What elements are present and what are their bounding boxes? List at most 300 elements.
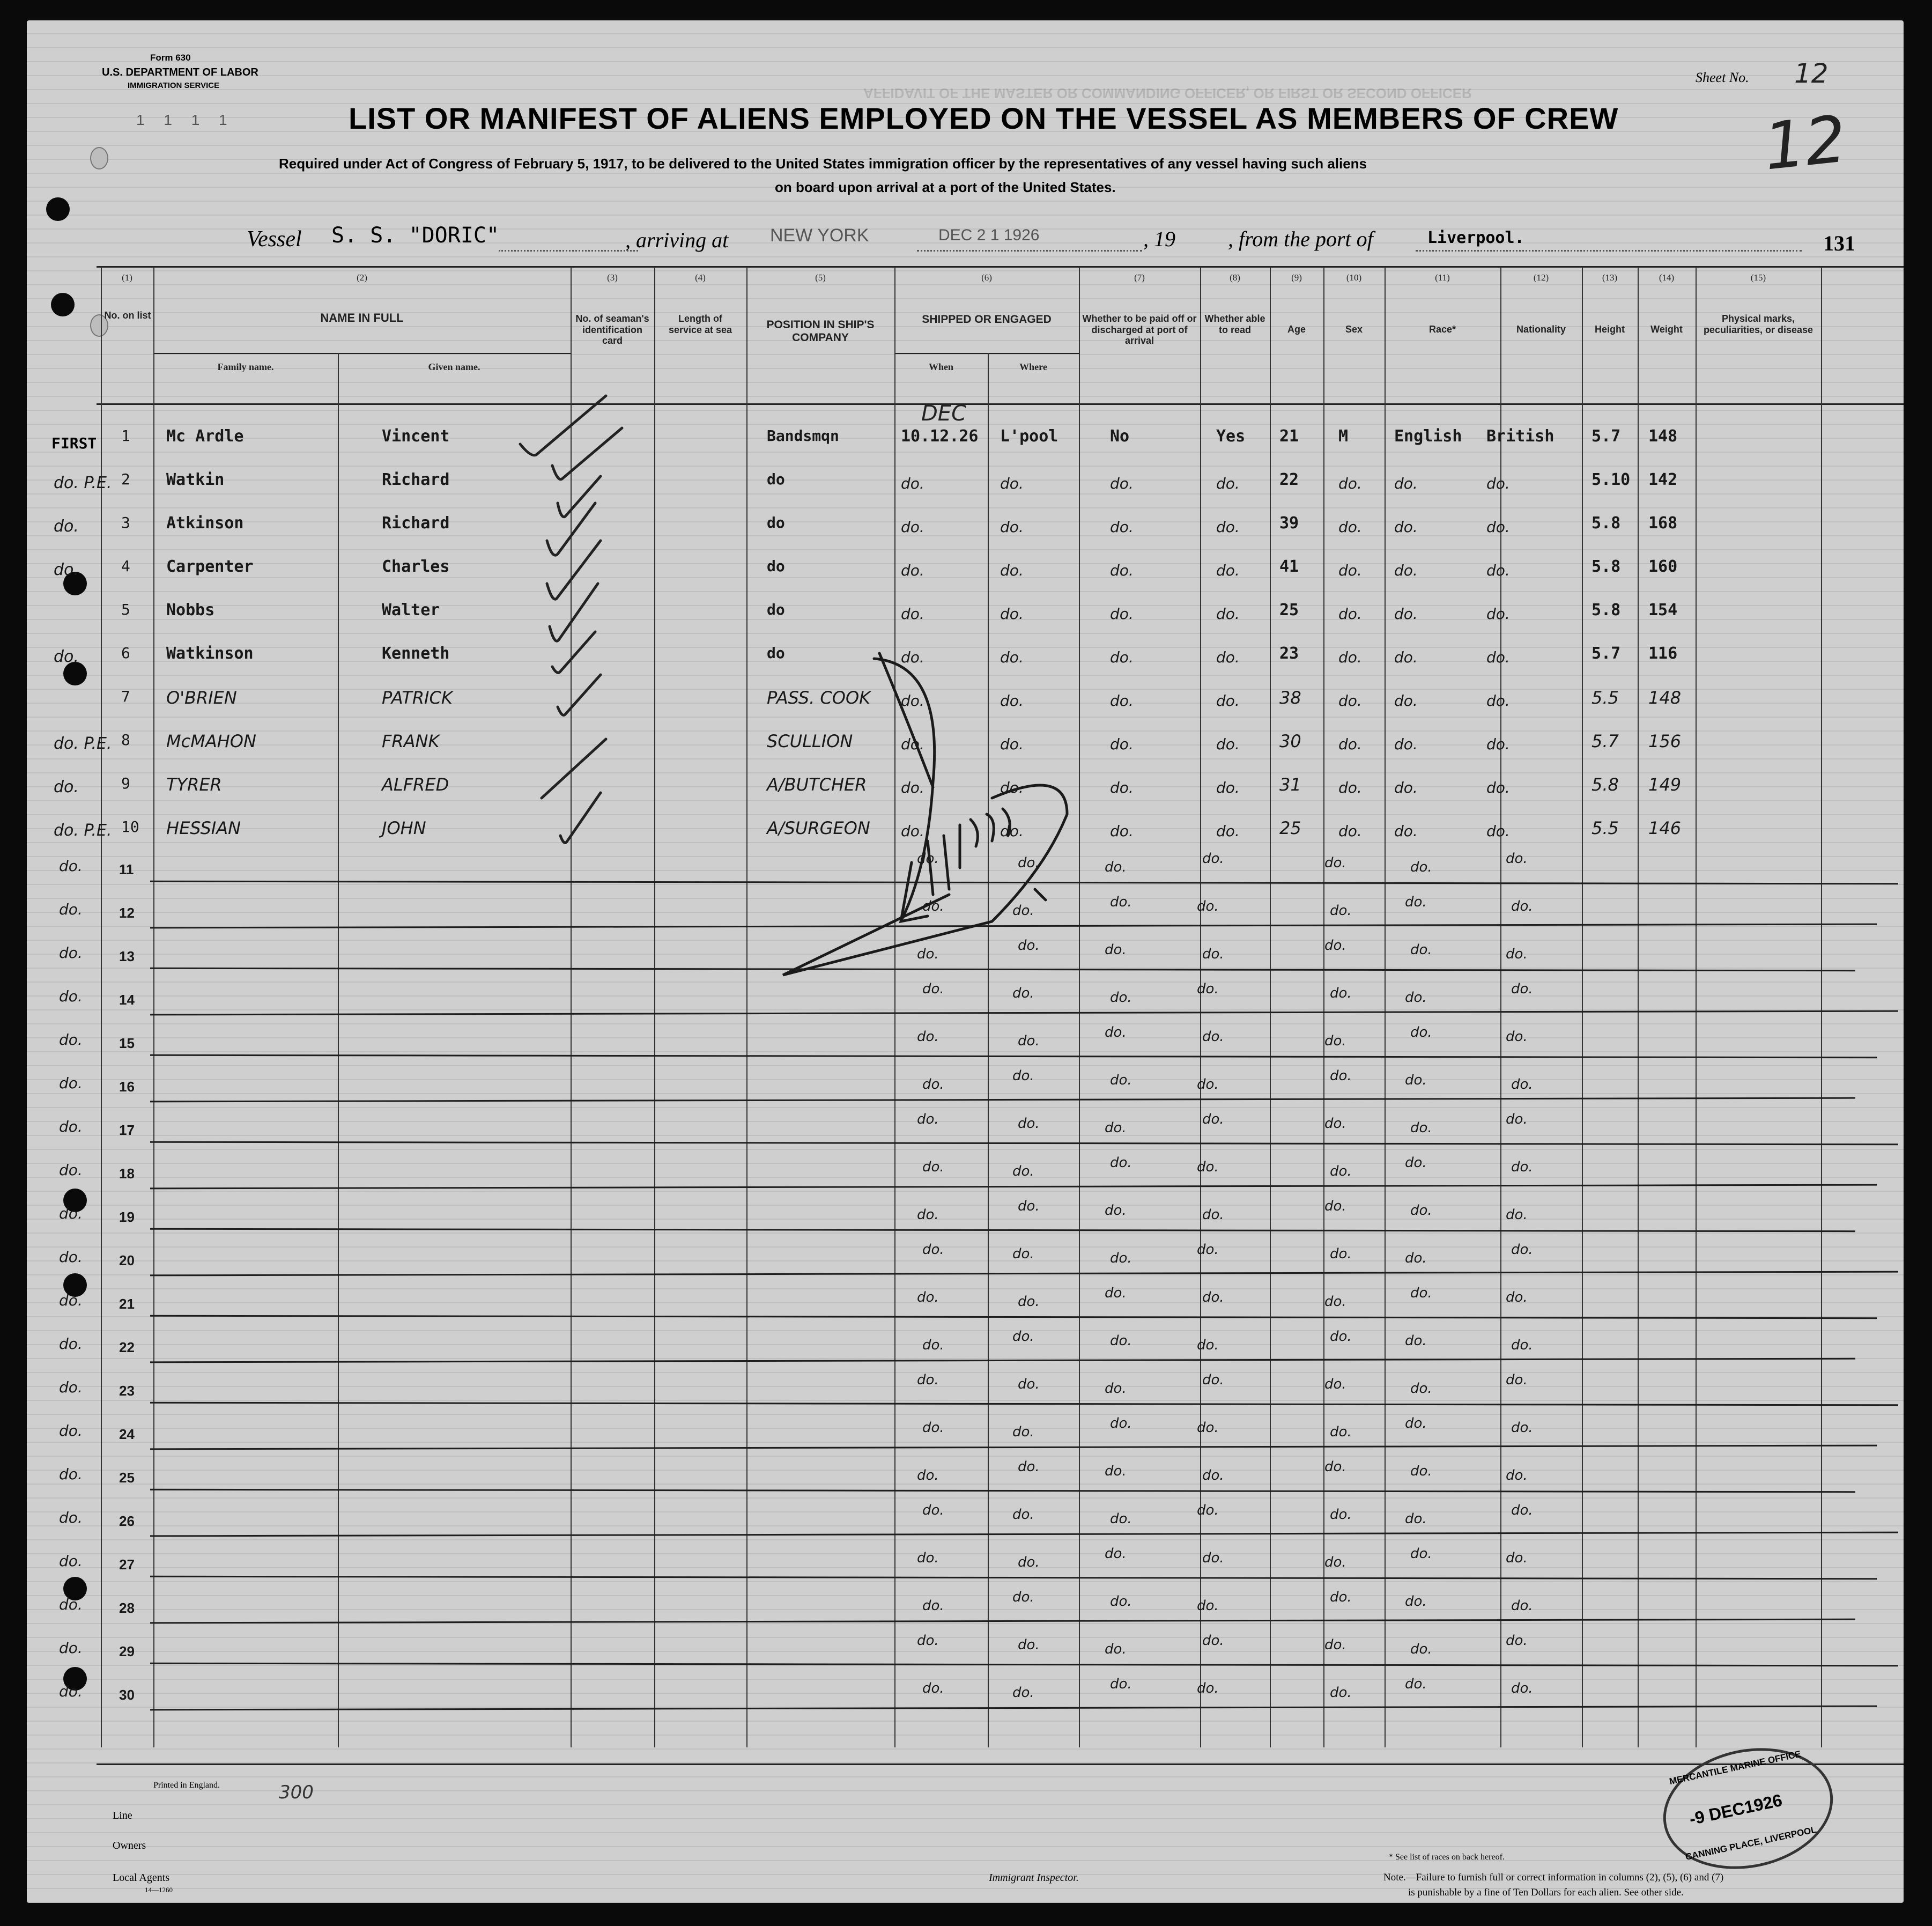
ditto-mark: do. xyxy=(922,981,944,997)
inspector-label: Immigrant Inspector. xyxy=(989,1872,1079,1884)
row-rule xyxy=(150,1358,1855,1363)
crew-paid: do. xyxy=(1110,518,1134,536)
row-rule xyxy=(150,1663,1898,1667)
crew-when: do. xyxy=(901,475,924,492)
ditto-mark: do. xyxy=(1410,1202,1432,1219)
ditto-mark: do. xyxy=(1012,1246,1034,1262)
crew-when: do. xyxy=(901,735,924,753)
crew-read: do. xyxy=(1216,692,1240,710)
row-mark: do. xyxy=(54,647,79,666)
crew-weight: 168 xyxy=(1648,514,1678,533)
row-rule xyxy=(150,1315,1877,1319)
subtitle-line-1: Required under Act of Congress of February 5, 1917, to be delivered to the United States immigration officer by the representatives of any vessel having such aliens xyxy=(279,156,1367,172)
shipped-subheader-rule xyxy=(894,353,1079,354)
ditto-mark: do. xyxy=(1405,1155,1427,1171)
header-able-read: Whether able to read xyxy=(1204,313,1265,335)
ditto-mark: do. xyxy=(1110,990,1132,1006)
ditto-mark: do. xyxy=(1330,1246,1352,1262)
crew-weight: 146 xyxy=(1648,818,1682,838)
ditto-mark: do. xyxy=(1330,903,1352,919)
row-ditto: do. xyxy=(59,1683,83,1700)
crew-race: English xyxy=(1394,427,1462,446)
crew-sex: do. xyxy=(1338,648,1362,666)
row-ditto: do. xyxy=(59,1639,83,1657)
column-number: (4) xyxy=(695,272,706,283)
column-divider xyxy=(338,353,339,1747)
row-rule xyxy=(150,1097,1855,1103)
row-number: 10 xyxy=(121,818,139,836)
ditto-mark: do. xyxy=(1405,894,1427,910)
ditto-mark: do. xyxy=(1410,1120,1432,1136)
ditto-mark: do. xyxy=(922,1242,944,1258)
ditto-mark: do. xyxy=(1018,938,1040,954)
owners-label: Owners xyxy=(113,1840,146,1851)
dotted-line xyxy=(1416,250,1802,252)
header-shipped: SHIPPED OR ENGAGED xyxy=(922,313,1052,326)
row-ditto: do. xyxy=(59,944,83,962)
crew-given: Charles xyxy=(382,557,450,576)
crew-read: do. xyxy=(1216,475,1240,492)
column-number: (5) xyxy=(815,272,826,283)
row-number: 29 xyxy=(119,1643,135,1659)
punch-hole xyxy=(46,197,70,221)
from-port: Liverpool. xyxy=(1427,228,1524,247)
header-position: POSITION IN SHIP'S COMPANY xyxy=(766,319,875,344)
ditto-mark: do. xyxy=(1197,981,1219,997)
crew-age: 39 xyxy=(1279,514,1299,533)
row-ditto: do. xyxy=(59,1074,83,1092)
crew-age: 38 xyxy=(1279,688,1301,708)
row-mark: do. P.E. xyxy=(54,821,112,840)
ditto-mark: do. xyxy=(1202,1289,1224,1305)
column-number: (13) xyxy=(1602,272,1618,283)
crew-when: 10.12.26 xyxy=(901,427,979,446)
crew-paid: do. xyxy=(1110,475,1134,492)
ditto-mark: do. xyxy=(1405,990,1427,1006)
ditto-mark: do. xyxy=(917,1633,939,1649)
header-id-card: No. of seaman's identification card xyxy=(575,313,649,346)
row-number: 20 xyxy=(119,1252,135,1268)
ditto-mark: do. xyxy=(922,898,944,914)
ditto-mark: do. xyxy=(1405,1593,1427,1610)
row-ditto: do. xyxy=(59,1161,83,1179)
ditto-mark: do. xyxy=(1410,1641,1432,1657)
ditto-mark: do. xyxy=(922,1502,944,1518)
crew-given: Vincent xyxy=(382,427,450,446)
ditto-mark: do. xyxy=(1202,1467,1224,1484)
row-number: 30 xyxy=(119,1687,135,1703)
crew-nat: do. xyxy=(1486,518,1510,536)
ditto-mark: do. xyxy=(1506,851,1528,867)
note-line-1: Note.—Failure to furnish full or correct information in columns (2), (5), (6) and (7) xyxy=(1383,1872,1724,1883)
ditto-mark: do. xyxy=(922,1159,944,1175)
ditto-mark: do. xyxy=(1511,1502,1533,1518)
column-divider xyxy=(1821,267,1822,1747)
column-divider xyxy=(1638,267,1639,1747)
ditto-mark: do. xyxy=(1018,1116,1040,1132)
stamp-top-text: MERCANTILE MARINE OFFICE xyxy=(1668,1748,1802,1787)
ditto-mark: do. xyxy=(917,946,939,962)
ditto-mark: do. xyxy=(1511,981,1533,997)
crew-height: 5.8 xyxy=(1592,601,1621,619)
ditto-mark: do. xyxy=(1330,1685,1352,1701)
column-divider xyxy=(654,267,655,1747)
ditto-mark: do. xyxy=(1506,946,1528,962)
ditto-mark: do. xyxy=(1410,1285,1432,1301)
row-number: 28 xyxy=(119,1600,135,1616)
crew-when: do. xyxy=(901,822,924,840)
ditto-mark: do. xyxy=(1330,1589,1352,1605)
row-ditto: do. xyxy=(59,857,83,875)
crew-weight: 148 xyxy=(1648,688,1682,708)
ditto-mark: do. xyxy=(1410,1381,1432,1397)
form-marks: 1 1 1 1 xyxy=(136,112,235,128)
ditto-mark: do. xyxy=(922,1420,944,1436)
ditto-mark: do. xyxy=(1324,938,1346,954)
ditto-mark: do. xyxy=(1018,1198,1040,1214)
crew-height: 5.8 xyxy=(1592,774,1619,795)
ditto-mark: do. xyxy=(1012,1589,1034,1605)
ditto-mark: do. xyxy=(922,1680,944,1696)
crew-paid: No xyxy=(1110,427,1130,446)
crew-when: do. xyxy=(901,648,924,666)
row-ditto: do. xyxy=(59,1335,83,1353)
column-number: (1) xyxy=(122,272,132,283)
ditto-mark: do. xyxy=(917,1372,939,1388)
ditto-mark: do. xyxy=(1105,1463,1127,1479)
row-rule xyxy=(150,1619,1855,1624)
ditto-mark: do. xyxy=(1012,1068,1034,1084)
printed-in: Printed in England. xyxy=(153,1781,220,1790)
crew-race: do. xyxy=(1394,692,1418,710)
row-number: 5 xyxy=(121,601,130,618)
crew-where: do. xyxy=(1000,822,1024,840)
row-mark: do. xyxy=(54,560,79,579)
ditto-mark: do. xyxy=(1105,1024,1127,1041)
crew-family: Watkin xyxy=(166,470,225,489)
ditto-mark: do. xyxy=(1110,1593,1132,1610)
column-number: (11) xyxy=(1435,272,1450,283)
ditto-mark: do. xyxy=(1410,859,1432,875)
dotted-line xyxy=(917,250,1142,252)
crew-position: A/SURGEON xyxy=(767,818,870,838)
column-divider xyxy=(746,267,747,1747)
office-stamp xyxy=(1652,1733,1845,1884)
crew-race: do. xyxy=(1394,605,1418,623)
crew-family: Mc Ardle xyxy=(166,427,244,446)
header-paid-off: Whether to be paid off or discharged at port of arrival xyxy=(1082,313,1197,346)
ditto-mark: do. xyxy=(1202,1550,1224,1566)
ditto-mark: do. xyxy=(1012,1329,1034,1345)
vessel-name: S. S. "DORIC" xyxy=(331,223,500,248)
ditto-mark: do. xyxy=(1197,898,1219,914)
crew-family: McMAHON xyxy=(166,731,256,751)
crew-sex: M xyxy=(1338,427,1349,446)
row-number: 3 xyxy=(121,514,130,532)
ditto-mark: do. xyxy=(1197,1420,1219,1436)
ditto-mark: do. xyxy=(1197,1598,1219,1614)
ditto-mark: do. xyxy=(1506,1111,1528,1127)
crew-read: do. xyxy=(1216,518,1240,536)
crew-position: Bandsmqn xyxy=(767,427,839,445)
note-line-2: is punishable by a fine of Ten Dollars for each alien. See other side. xyxy=(1408,1887,1684,1898)
ditto-mark: do. xyxy=(1511,898,1533,914)
crew-read: do. xyxy=(1216,562,1240,579)
row-rule xyxy=(150,1228,1855,1232)
ditto-mark: do. xyxy=(1018,1554,1040,1570)
crew-weight: 149 xyxy=(1648,774,1682,795)
column-number: (3) xyxy=(607,272,618,283)
crew-where: do. xyxy=(1000,562,1024,579)
ditto-mark: do. xyxy=(917,1207,939,1223)
ditto-mark: do. xyxy=(922,1598,944,1614)
crew-sex: do. xyxy=(1338,779,1362,796)
crew-position: PASS. COOK xyxy=(767,688,871,708)
ditto-mark: do. xyxy=(1012,903,1034,919)
crew-given: Richard xyxy=(382,470,450,489)
row-rule xyxy=(150,1489,1855,1493)
column-number: (9) xyxy=(1291,272,1302,283)
ditto-mark: do. xyxy=(1110,1415,1132,1431)
punch-hole xyxy=(90,147,108,169)
page-number: 131 xyxy=(1823,231,1855,255)
arrival-date-stamp: DEC 2 1 1926 xyxy=(938,226,1040,244)
ditto-mark: do. xyxy=(1405,1250,1427,1266)
crew-race: do. xyxy=(1394,475,1418,492)
crew-family: Nobbs xyxy=(166,601,215,619)
crew-height: 5.7 xyxy=(1592,427,1621,446)
crew-position: do xyxy=(767,644,785,662)
crew-paid: do. xyxy=(1110,605,1134,623)
crew-height: 5.7 xyxy=(1592,644,1621,663)
dotted-line xyxy=(499,250,638,252)
column-divider xyxy=(1582,267,1583,1747)
header-race: Race* xyxy=(1428,324,1456,335)
ditto-mark: do. xyxy=(1410,1546,1432,1562)
column-number: (12) xyxy=(1533,272,1549,283)
crew-given: ALFRED xyxy=(382,774,449,795)
crew-age: 21 xyxy=(1279,427,1299,446)
row-ditto: do. xyxy=(59,901,83,918)
row-number: 18 xyxy=(119,1165,135,1182)
crew-where: do. xyxy=(1000,475,1024,492)
date-correction: DEC xyxy=(921,401,967,426)
crew-sex: do. xyxy=(1338,518,1362,536)
ditto-mark: do. xyxy=(1324,1459,1346,1475)
ditto-mark: do. xyxy=(1202,851,1224,867)
row-ditto: do. xyxy=(59,1552,83,1570)
crew-weight: 156 xyxy=(1648,731,1682,751)
ditto-mark: do. xyxy=(1105,859,1127,875)
ditto-mark: do. xyxy=(1506,1207,1528,1223)
row-number: 26 xyxy=(119,1513,135,1529)
crew-when: do. xyxy=(901,518,924,536)
ditto-mark: do. xyxy=(917,1550,939,1566)
ditto-mark: do. xyxy=(1410,1024,1432,1041)
ditto-mark: do. xyxy=(1324,1637,1346,1653)
ditto-mark: do. xyxy=(1110,1155,1132,1171)
ditto-mark: do. xyxy=(1410,942,1432,958)
ditto-mark: do. xyxy=(1197,1502,1219,1518)
crew-race: do. xyxy=(1394,779,1418,796)
ditto-mark: do. xyxy=(917,851,939,867)
subtitle-line-2: on board upon arrival at a port of the United States. xyxy=(775,179,1116,195)
header-bottom-rule xyxy=(97,403,1904,405)
crew-sex: do. xyxy=(1338,475,1362,492)
row-ditto: do. xyxy=(59,1422,83,1440)
row-number: 11 xyxy=(119,861,134,877)
crew-where: do. xyxy=(1000,518,1024,536)
row-rule xyxy=(150,1271,1898,1276)
crew-where: L'pool xyxy=(1000,427,1058,446)
crew-read: do. xyxy=(1216,735,1240,753)
crew-height: 5.10 xyxy=(1592,470,1631,489)
ditto-mark: do. xyxy=(1110,1250,1132,1266)
column-number: (6) xyxy=(981,272,992,283)
ditto-mark: do. xyxy=(1197,1159,1219,1175)
check-marks xyxy=(499,364,649,879)
form-number: Form 630 xyxy=(150,53,191,63)
column-number: (15) xyxy=(1750,272,1766,283)
ditto-mark: do. xyxy=(1202,1207,1224,1223)
row-mark: do. xyxy=(54,778,79,796)
row-ditto: do. xyxy=(59,1596,83,1613)
ditto-mark: do. xyxy=(1330,1507,1352,1523)
crew-when: do. xyxy=(901,562,924,579)
ditto-mark: do. xyxy=(1202,946,1224,962)
crew-age: 30 xyxy=(1279,731,1301,751)
races-note: * See list of races on back hereof. xyxy=(1389,1853,1505,1862)
crew-when: do. xyxy=(901,692,924,710)
crew-age: 25 xyxy=(1279,818,1301,838)
crew-nat: British xyxy=(1486,427,1555,446)
crew-position: SCULLION xyxy=(767,731,853,751)
arrival-port: NEW YORK xyxy=(770,225,869,246)
row-number: 7 xyxy=(121,688,130,705)
ditto-mark: do. xyxy=(1018,1637,1040,1653)
ditto-mark: do. xyxy=(1511,1337,1533,1353)
crew-age: 31 xyxy=(1279,774,1301,795)
row-number: 12 xyxy=(119,905,135,921)
crew-sex: do. xyxy=(1338,735,1362,753)
ditto-mark: do. xyxy=(1410,1463,1432,1479)
crew-paid: do. xyxy=(1110,648,1134,666)
ditto-mark: do. xyxy=(1324,1033,1346,1049)
ditto-mark: do. xyxy=(1197,1680,1219,1696)
ditto-mark: do. xyxy=(917,1029,939,1045)
row-number: 23 xyxy=(119,1383,135,1399)
crew-where: do. xyxy=(1000,692,1024,710)
crew-race: do. xyxy=(1394,822,1418,840)
crew-read: do. xyxy=(1216,605,1240,623)
header-given-name: Given name. xyxy=(428,361,480,372)
row-number: 8 xyxy=(121,731,130,749)
crew-family: Atkinson xyxy=(166,514,244,533)
header-name-in-full: NAME IN FULL xyxy=(320,311,404,324)
crew-nat: do. xyxy=(1486,475,1510,492)
form-code: 14—1260 xyxy=(145,1886,173,1894)
column-divider xyxy=(1200,267,1201,1747)
crew-when: do. xyxy=(901,779,924,796)
ditto-mark: do. xyxy=(1506,1633,1528,1649)
row-rule xyxy=(150,1445,1877,1450)
crew-weight: 160 xyxy=(1648,557,1678,576)
crew-sex: do. xyxy=(1338,605,1362,623)
ditto-mark: do. xyxy=(1105,1120,1127,1136)
ditto-mark: do. xyxy=(1012,1685,1034,1701)
ditto-mark: do. xyxy=(1012,1507,1034,1523)
line-label: Line xyxy=(113,1810,132,1821)
ditto-mark: do. xyxy=(1324,855,1346,871)
from-label: , from the port of xyxy=(1228,227,1373,251)
ditto-mark: do. xyxy=(1324,1116,1346,1132)
row-number: 1 xyxy=(121,427,130,445)
crew-age: 41 xyxy=(1279,557,1299,576)
ditto-mark: do. xyxy=(1110,1072,1132,1088)
crew-read: do. xyxy=(1216,779,1240,796)
vessel-label: Vessel xyxy=(247,227,302,252)
column-divider xyxy=(1323,267,1324,1747)
ditto-mark: do. xyxy=(1012,985,1034,1001)
row-rule xyxy=(150,1054,1877,1058)
ditto-mark: do. xyxy=(1324,1198,1346,1214)
crew-nat: do. xyxy=(1486,648,1510,666)
ditto-mark: do. xyxy=(1202,1633,1224,1649)
ditto-mark: do. xyxy=(1324,1554,1346,1570)
service: IMMIGRATION SERVICE xyxy=(128,81,220,90)
ditto-mark: do. xyxy=(1202,1111,1224,1127)
crew-race: do. xyxy=(1394,518,1418,536)
row-rule xyxy=(150,1141,1898,1146)
row-rule xyxy=(150,1184,1877,1190)
signature xyxy=(767,643,1110,1018)
header-length-service: Length of service at sea xyxy=(668,313,732,335)
punch-hole xyxy=(51,293,75,316)
crew-read: Yes xyxy=(1216,427,1246,446)
department: U.S. DEPARTMENT OF LABOR xyxy=(102,67,258,78)
ditto-mark: do. xyxy=(1506,1029,1528,1045)
header-age: Age xyxy=(1287,324,1306,335)
ditto-mark: do. xyxy=(1105,1381,1127,1397)
row-ditto: do. xyxy=(59,1509,83,1526)
ditto-mark: do. xyxy=(1405,1511,1427,1527)
ditto-mark: do. xyxy=(1324,1376,1346,1392)
row-number: 19 xyxy=(119,1209,135,1225)
crew-age: 23 xyxy=(1279,644,1299,663)
row-number: 16 xyxy=(119,1079,135,1095)
row-number: 17 xyxy=(119,1122,135,1138)
crew-weight: 142 xyxy=(1648,470,1678,489)
ditto-mark: do. xyxy=(1330,1068,1352,1084)
ditto-mark: do. xyxy=(1511,1159,1533,1175)
column-number: (2) xyxy=(357,272,367,283)
first-annotation: FIRST xyxy=(51,434,97,452)
row-ditto: do. xyxy=(59,1205,83,1222)
row-number: 21 xyxy=(119,1296,135,1312)
crew-height: 5.7 xyxy=(1592,731,1619,751)
crew-sex: do. xyxy=(1338,822,1362,840)
crew-given: FRANK xyxy=(382,731,440,751)
ditto-mark: do. xyxy=(1105,942,1127,958)
crew-where: do. xyxy=(1000,779,1024,796)
crew-position: do xyxy=(767,514,785,532)
year-label: , 19 xyxy=(1143,227,1175,251)
crew-nat: do. xyxy=(1486,605,1510,623)
row-rule xyxy=(150,1402,1898,1406)
column-divider xyxy=(1270,267,1271,1747)
row-number: 14 xyxy=(119,992,135,1008)
crew-height: 5.5 xyxy=(1592,818,1619,838)
